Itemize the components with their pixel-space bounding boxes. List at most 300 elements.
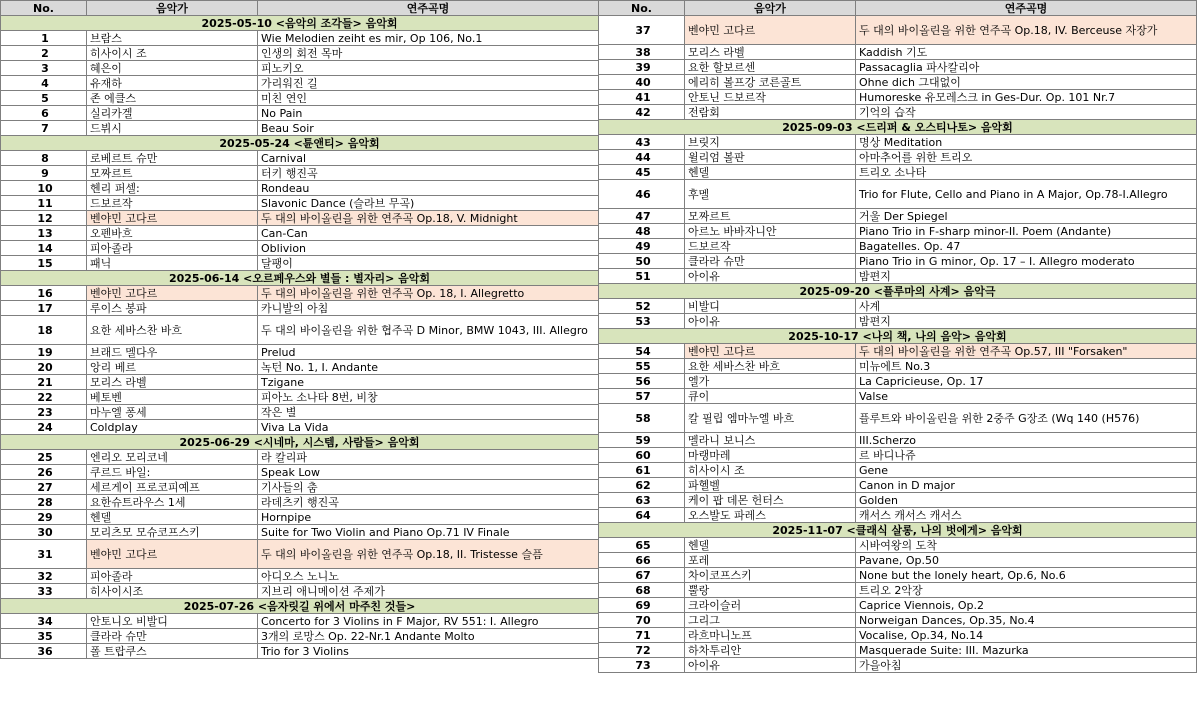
row-number: 73	[599, 658, 685, 673]
table-row	[599, 463, 1197, 478]
piece-cell: Valse	[856, 389, 1197, 404]
row-number: 62	[599, 478, 685, 493]
table-row	[1, 644, 599, 659]
table-row	[1, 166, 599, 181]
row-number: 8	[1, 151, 87, 166]
row-number: 64	[599, 508, 685, 523]
row-number: 60	[599, 448, 685, 463]
composer-cell: 드보르작	[685, 239, 856, 254]
table-row	[599, 359, 1197, 374]
piece-cell: 피노키오	[258, 61, 599, 76]
piece-cell: Humoreske 유모레스크 in Ges-Dur. Op. 101 Nr.7	[856, 90, 1197, 105]
table-row	[599, 314, 1197, 329]
row-number: 53	[599, 314, 685, 329]
piece-cell: 터키 행진곡	[258, 166, 599, 181]
row-number: 34	[1, 614, 87, 629]
piece-cell: 가리워진 길	[258, 76, 599, 91]
concert-title: 2025-09-03 <드리퍼 & 오스티나토> 음악회	[599, 120, 1197, 135]
piece-cell: Pavane, Op.50	[856, 553, 1197, 568]
table-row	[599, 180, 1197, 209]
header-row	[599, 1, 1197, 16]
piece-cell: No Pain	[258, 106, 599, 121]
composer-cell: 케이 팝 데몬 헌터스	[685, 493, 856, 508]
table-row	[599, 538, 1197, 553]
row-number: 10	[1, 181, 87, 196]
table-row	[1, 181, 599, 196]
table-row	[1, 480, 599, 495]
composer-cell: 벤야민 고다르	[685, 16, 856, 45]
composer-cell: 클라라 슈만	[685, 254, 856, 269]
composer-cell: 아이유	[685, 269, 856, 284]
composer-cell: 에리히 볼프강 코른골트	[685, 75, 856, 90]
concert-title: 2025-09-20 <플루마의 사계> 음악극	[599, 284, 1197, 299]
table-row	[599, 643, 1197, 658]
composer-cell: 아이유	[685, 658, 856, 673]
composer-cell: Coldplay	[87, 420, 258, 435]
table-row	[599, 658, 1197, 673]
composer-cell: 히사이시조	[87, 584, 258, 599]
composer-cell: 벤야민 고다르	[87, 211, 258, 226]
row-number: 56	[599, 374, 685, 389]
row-number: 70	[599, 613, 685, 628]
piece-cell: 사계	[856, 299, 1197, 314]
row-number: 11	[1, 196, 87, 211]
program-table-left	[0, 0, 599, 659]
composer-cell: 베토벤	[87, 390, 258, 405]
composer-cell: 로베르트 슈만	[87, 151, 258, 166]
row-number: 54	[599, 344, 685, 359]
composer-cell: 하차투리안	[685, 643, 856, 658]
table-row	[599, 628, 1197, 643]
table-row	[1, 151, 599, 166]
table-row	[1, 61, 599, 76]
table-row	[599, 239, 1197, 254]
row-number: 35	[1, 629, 87, 644]
row-number: 20	[1, 360, 87, 375]
table-row	[599, 269, 1197, 284]
row-number: 71	[599, 628, 685, 643]
composer-cell: 엘가	[685, 374, 856, 389]
piece-cell: Trio for 3 Violins	[258, 644, 599, 659]
concert-section-row	[1, 136, 599, 151]
table-row	[1, 345, 599, 360]
table-row	[599, 568, 1197, 583]
table-row	[1, 106, 599, 121]
composer-cell: 혜은이	[87, 61, 258, 76]
row-number: 48	[599, 224, 685, 239]
composer-cell: 벤야민 고다르	[685, 344, 856, 359]
header-composer: 음악가	[87, 1, 258, 16]
table-row	[1, 405, 599, 420]
composer-cell: 큐이	[685, 389, 856, 404]
table-row	[599, 254, 1197, 269]
piece-cell: Ohne dich 그대없이	[856, 75, 1197, 90]
piece-cell: Slavonic Dance (슬라브 무곡)	[258, 196, 599, 211]
table-row	[1, 390, 599, 405]
piece-cell: Vocalise, Op.34, No.14	[856, 628, 1197, 643]
composer-cell: 브래드 멜다우	[87, 345, 258, 360]
concert-section-row	[599, 329, 1197, 344]
concert-title: 2025-05-24 <튠앤티> 음악회	[1, 136, 599, 151]
table-row	[599, 209, 1197, 224]
row-number: 42	[599, 105, 685, 120]
composer-cell: 히사이시 조	[685, 463, 856, 478]
composer-cell: 피아졸라	[87, 569, 258, 584]
row-number: 55	[599, 359, 685, 374]
composer-cell: 드보르작	[87, 196, 258, 211]
piece-cell: 두 대의 바이올린을 위한 연주곡 Op.18, IV. Berceuse 자장가	[856, 16, 1197, 45]
piece-cell: 피아노 소나타 8번, 비창	[258, 390, 599, 405]
row-number: 45	[599, 165, 685, 180]
row-number: 12	[1, 211, 87, 226]
piece-cell: Can-Can	[258, 226, 599, 241]
composer-cell: 안토닌 드보르작	[685, 90, 856, 105]
row-number: 21	[1, 375, 87, 390]
row-number: 6	[1, 106, 87, 121]
table-row	[599, 90, 1197, 105]
row-number: 29	[1, 510, 87, 525]
composer-cell: 클라라 슈만	[87, 629, 258, 644]
row-number: 68	[599, 583, 685, 598]
header-piece: 연주곡명	[258, 1, 599, 16]
composer-cell: 피아졸라	[87, 241, 258, 256]
row-number: 66	[599, 553, 685, 568]
table-row	[599, 374, 1197, 389]
row-number: 46	[599, 180, 685, 209]
row-number: 3	[1, 61, 87, 76]
composer-cell: 브람스	[87, 31, 258, 46]
header-piece: 연주곡명	[856, 1, 1197, 16]
composer-cell: 마누엘 퐁세	[87, 405, 258, 420]
table-row	[1, 196, 599, 211]
piece-cell: 카니발의 아침	[258, 301, 599, 316]
piece-cell: Rondeau	[258, 181, 599, 196]
piece-cell: 아마추어를 위한 트리오	[856, 150, 1197, 165]
piece-cell: 아디오스 노니노	[258, 569, 599, 584]
composer-cell: 벤야민 고다르	[87, 286, 258, 301]
table-row	[599, 150, 1197, 165]
row-number: 16	[1, 286, 87, 301]
table-row	[1, 46, 599, 61]
piece-cell: Beau Soir	[258, 121, 599, 136]
piece-cell: Piano Trio in G minor, Op. 17 – I. Allegro moderato	[856, 254, 1197, 269]
piece-cell: Viva La Vida	[258, 420, 599, 435]
row-number: 39	[599, 60, 685, 75]
piece-cell: 인생의 회전 목마	[258, 46, 599, 61]
composer-cell: 전람회	[685, 105, 856, 120]
table-row	[1, 91, 599, 106]
piece-cell: 명상 Meditation	[856, 135, 1197, 150]
table-row	[599, 299, 1197, 314]
row-number: 59	[599, 433, 685, 448]
composer-cell: 라흐마니노프	[685, 628, 856, 643]
row-number: 41	[599, 90, 685, 105]
row-number: 26	[1, 465, 87, 480]
piece-cell: 캐서스 캐서스 캐서스	[856, 508, 1197, 523]
piece-cell: 달팽이	[258, 256, 599, 271]
row-number: 43	[599, 135, 685, 150]
piece-cell: 3개의 로망스 Op. 22-Nr.1 Andante Molto	[258, 629, 599, 644]
piece-cell: Kaddish 기도	[856, 45, 1197, 60]
concert-title: 2025-11-07 <클래식 살롱, 나의 벗에게> 음악회	[599, 523, 1197, 538]
composer-cell: 모리츠모 모슈코프스키	[87, 525, 258, 540]
piece-cell: 플루트와 바이올린을 위한 2중주 G장조 (Wq 140 (H576)	[856, 404, 1197, 433]
table-row	[1, 629, 599, 644]
table-row	[1, 420, 599, 435]
concert-title: 2025-05-10 <음악의 조각들> 음악회	[1, 16, 599, 31]
row-number: 57	[599, 389, 685, 404]
table-row	[599, 598, 1197, 613]
table-row	[599, 105, 1197, 120]
piece-cell: 지브리 애니메이션 주제가	[258, 584, 599, 599]
composer-cell: 존 에클스	[87, 91, 258, 106]
concert-title: 2025-10-17 <나의 책, 나의 음악> 음악회	[599, 329, 1197, 344]
header-no: No.	[599, 1, 685, 16]
table-row	[1, 584, 599, 599]
piece-cell: 기억의 습작	[856, 105, 1197, 120]
row-number: 23	[1, 405, 87, 420]
row-number: 51	[599, 269, 685, 284]
table-row	[599, 60, 1197, 75]
piece-cell: 르 바디나쥬	[856, 448, 1197, 463]
composer-cell: 윌리엄 볼판	[685, 150, 856, 165]
table-row	[1, 256, 599, 271]
piece-cell: Suite for Two Violin and Piano Op.71 IV Finale	[258, 525, 599, 540]
table-row	[1, 211, 599, 226]
header-row	[1, 1, 599, 16]
composer-cell: 패닉	[87, 256, 258, 271]
composer-cell: 헨델	[87, 510, 258, 525]
row-number: 30	[1, 525, 87, 540]
row-number: 14	[1, 241, 87, 256]
composer-cell: 칼 필립 엠마누엘 바흐	[685, 404, 856, 433]
row-number: 38	[599, 45, 685, 60]
piece-cell: III.Scherzo	[856, 433, 1197, 448]
table-row	[1, 465, 599, 480]
piece-cell: 작은 별	[258, 405, 599, 420]
piece-cell: 두 대의 바이올린을 위한 협주곡 D Minor, BMW 1043, III. Allegro	[258, 316, 599, 345]
table-row	[1, 510, 599, 525]
concert-section-row	[1, 599, 599, 614]
row-number: 58	[599, 404, 685, 433]
row-number: 40	[599, 75, 685, 90]
row-number: 52	[599, 299, 685, 314]
piece-cell: 두 대의 바이올린을 위한 연주곡 Op.18, II. Tristesse 슬픔	[258, 540, 599, 569]
table-body-right	[599, 16, 1197, 673]
composer-cell: 멜라니 보니스	[685, 433, 856, 448]
composer-cell: 폴 트랍쿠스	[87, 644, 258, 659]
table-row	[1, 241, 599, 256]
piece-cell: Concerto for 3 Violins in F Major, RV 551: I. Allegro	[258, 614, 599, 629]
table-row	[1, 226, 599, 241]
composer-cell: 아이유	[685, 314, 856, 329]
piece-cell: Norweigan Dances, Op.35, No.4	[856, 613, 1197, 628]
row-number: 37	[599, 16, 685, 45]
concert-section-row	[1, 16, 599, 31]
row-number: 69	[599, 598, 685, 613]
composer-cell: 모리스 라벨	[685, 45, 856, 60]
piece-cell: 트리오 2악장	[856, 583, 1197, 598]
row-number: 36	[1, 644, 87, 659]
row-number: 5	[1, 91, 87, 106]
piece-cell: Caprice Viennois, Op.2	[856, 598, 1197, 613]
table-row	[1, 121, 599, 136]
piece-cell: 미뉴에트 No.3	[856, 359, 1197, 374]
table-row	[1, 316, 599, 345]
piece-cell: Passacaglia 파사칼리아	[856, 60, 1197, 75]
piece-cell: Carnival	[258, 151, 599, 166]
table-row	[599, 478, 1197, 493]
piece-cell: None but the lonely heart, Op.6, No.6	[856, 568, 1197, 583]
table-row	[1, 76, 599, 91]
table-row	[1, 540, 599, 569]
composer-cell: 실리카겔	[87, 106, 258, 121]
table-row	[599, 493, 1197, 508]
row-number: 18	[1, 316, 87, 345]
table-row	[1, 301, 599, 316]
table-row	[1, 31, 599, 46]
table-row	[1, 569, 599, 584]
composer-cell: 모리스 라벨	[87, 375, 258, 390]
composer-cell: 세르게이 프로코피예프	[87, 480, 258, 495]
table-row	[599, 16, 1197, 45]
composer-cell: 유재하	[87, 76, 258, 91]
piece-cell: Masquerade Suite: III. Mazurka	[856, 643, 1197, 658]
table-row	[1, 360, 599, 375]
table-row	[1, 286, 599, 301]
composer-cell: 아르노 바바자니안	[685, 224, 856, 239]
concert-section-row	[599, 120, 1197, 135]
concert-title: 2025-07-26 <음자릿길 위에서 마주친 것들>	[1, 599, 599, 614]
row-number: 1	[1, 31, 87, 46]
table-row	[599, 45, 1197, 60]
piece-cell: Trio for Flute, Cello and Piano in A Major, Op.78-I.Allegro	[856, 180, 1197, 209]
program-table-right	[598, 0, 1197, 673]
piece-cell: 두 대의 바이올린을 위한 연주곡 Op.18, V. Midnight	[258, 211, 599, 226]
row-number: 2	[1, 46, 87, 61]
row-number: 7	[1, 121, 87, 136]
concert-title: 2025-06-29 <시네마, 시스템, 사람들> 음악회	[1, 435, 599, 450]
table-row	[1, 495, 599, 510]
row-number: 33	[1, 584, 87, 599]
table-row	[599, 75, 1197, 90]
table-row	[599, 613, 1197, 628]
table-row	[1, 450, 599, 465]
composer-cell: 브릿지	[685, 135, 856, 150]
composer-cell: 차이코프스키	[685, 568, 856, 583]
row-number: 9	[1, 166, 87, 181]
composer-cell: 헨리 퍼셀:	[87, 181, 258, 196]
piece-cell: 가을아침	[856, 658, 1197, 673]
header-composer: 음악가	[685, 1, 856, 16]
piece-cell: 미친 연인	[258, 91, 599, 106]
composer-cell: 쿠르드 바일:	[87, 465, 258, 480]
piece-cell: 밤편지	[856, 269, 1197, 284]
piece-cell: Tzigane	[258, 375, 599, 390]
table-row	[1, 614, 599, 629]
piece-cell: Prelud	[258, 345, 599, 360]
composer-cell: 헨델	[685, 538, 856, 553]
row-number: 28	[1, 495, 87, 510]
row-number: 50	[599, 254, 685, 269]
row-number: 4	[1, 76, 87, 91]
table-row	[599, 553, 1197, 568]
composer-cell: 벤야민 고다르	[87, 540, 258, 569]
composer-cell: 헨델	[685, 165, 856, 180]
concert-section-row	[599, 523, 1197, 538]
composer-cell: 크라이슬러	[685, 598, 856, 613]
table-row	[599, 583, 1197, 598]
piece-cell: Bagatelles. Op. 47	[856, 239, 1197, 254]
composer-cell: 앙리 베르	[87, 360, 258, 375]
concert-section-row	[1, 271, 599, 286]
table-row	[599, 448, 1197, 463]
piece-cell: Piano Trio in F-sharp minor-II. Poem (Andante)	[856, 224, 1197, 239]
composer-cell: 그리그	[685, 613, 856, 628]
row-number: 24	[1, 420, 87, 435]
composer-cell: 모짜르트	[87, 166, 258, 181]
composer-cell: 요한슈트라우스 1세	[87, 495, 258, 510]
row-number: 63	[599, 493, 685, 508]
composer-cell: 포레	[685, 553, 856, 568]
piece-cell: Gene	[856, 463, 1197, 478]
piece-cell: 트리오 소나타	[856, 165, 1197, 180]
piece-cell: La Capricieuse, Op. 17	[856, 374, 1197, 389]
row-number: 25	[1, 450, 87, 465]
composer-cell: 파헬벨	[685, 478, 856, 493]
row-number: 15	[1, 256, 87, 271]
piece-cell: 시바여왕의 도착	[856, 538, 1197, 553]
row-number: 13	[1, 226, 87, 241]
composer-cell: 안토니오 비발디	[87, 614, 258, 629]
composer-cell: 요한 할보르센	[685, 60, 856, 75]
row-number: 19	[1, 345, 87, 360]
piece-cell: 기사들의 춤	[258, 480, 599, 495]
row-number: 49	[599, 239, 685, 254]
table-row	[599, 344, 1197, 359]
piece-cell: 밤편지	[856, 314, 1197, 329]
piece-cell: Canon in D major	[856, 478, 1197, 493]
table-row	[599, 433, 1197, 448]
table-body-left	[1, 16, 599, 659]
table-row	[599, 404, 1197, 433]
table-row	[599, 508, 1197, 523]
composer-cell: 오펜바흐	[87, 226, 258, 241]
concert-section-row	[1, 435, 599, 450]
composer-cell: 드뷔시	[87, 121, 258, 136]
composer-cell: 요한 세바스찬 바흐	[685, 359, 856, 374]
composer-cell: 뿔랑	[685, 583, 856, 598]
piece-cell: 라 칼리파	[258, 450, 599, 465]
header-no: No.	[1, 1, 87, 16]
piece-cell: 녹턴 No. 1, I. Andante	[258, 360, 599, 375]
composer-cell: 요한 세바스찬 바흐	[87, 316, 258, 345]
row-number: 22	[1, 390, 87, 405]
composer-cell: 엔리오 모리코네	[87, 450, 258, 465]
row-number: 31	[1, 540, 87, 569]
table-row	[599, 135, 1197, 150]
composer-cell: 히사이시 조	[87, 46, 258, 61]
piece-cell: Speak Low	[258, 465, 599, 480]
piece-cell: 두 대의 바이올린을 위한 연주곡 Op.57, III "Forsaken"	[856, 344, 1197, 359]
piece-cell: Oblivion	[258, 241, 599, 256]
composer-cell: 마랭마레	[685, 448, 856, 463]
table-row	[599, 224, 1197, 239]
composer-cell: 모짜르트	[685, 209, 856, 224]
piece-cell: 라데츠키 행진곡	[258, 495, 599, 510]
row-number: 27	[1, 480, 87, 495]
composer-cell: 비발디	[685, 299, 856, 314]
